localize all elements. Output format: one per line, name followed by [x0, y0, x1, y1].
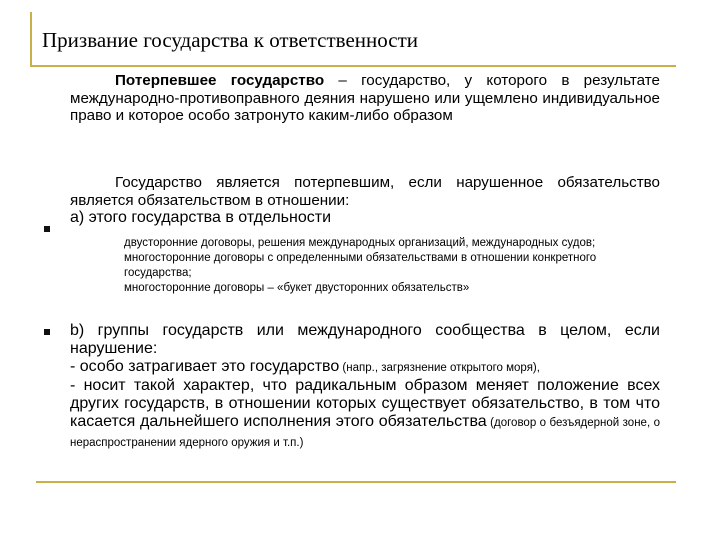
- bullet1-intro: Государство является потерпевшим, если нарушенное обязательство является обязательством в отношении:: [70, 174, 660, 209]
- bullet2-paragraph: [70, 322, 660, 453]
- slide-title: Призвание государства к ответственности: [42, 28, 419, 52]
- bullet-marker-2: [44, 329, 50, 335]
- bullet2-line2-note: (договор о безъядерной зоне, о нераспространении ядерного оружия и т.п.): [70, 416, 660, 449]
- definition-text: – государство, у которого в результате международно-противоправного деяния нарушено или ущемлено индивидуальное право и которое особо затронуто каким-либо образом: [70, 72, 660, 124]
- bullet2-line2-main: - носит такой характер, что радикальным образом меняет положение всех других государств, в отношении которых существует обязательство, в том что касается дальнейшего исполнения этого обязательства: [70, 377, 660, 430]
- sub-item-3: многосторонние договоры – «букет двусторонних обязательств»: [124, 282, 470, 294]
- sub-item-2: многосторонние договоры с определенными обязательствами в отношении конкретного государства;: [124, 252, 597, 279]
- bullet1-paragraph: [70, 174, 660, 227]
- bullet2-line1-note: (напр., загрязнение открытого моря),: [339, 361, 540, 374]
- sub-item-1: двусторонние договоры, решения международных организаций, международных судов;: [124, 237, 596, 249]
- definition-term: Потерпевшее государство: [115, 72, 325, 89]
- bullet1-sub-list: [124, 236, 664, 296]
- definition-paragraph: [70, 72, 660, 125]
- footer-divider: [36, 481, 676, 483]
- bullet-marker-1: [44, 226, 50, 232]
- title-accent-vertical: [30, 12, 32, 66]
- bullet2-line1-main: - особо затрагивает это государство: [70, 357, 340, 375]
- bullet1-item-a: а) этого государства в отдельности: [70, 209, 331, 226]
- bullet2-item-b: b) группы государств или международного сообщества в целом, если нарушение:: [70, 322, 660, 357]
- title-underline: [30, 65, 676, 67]
